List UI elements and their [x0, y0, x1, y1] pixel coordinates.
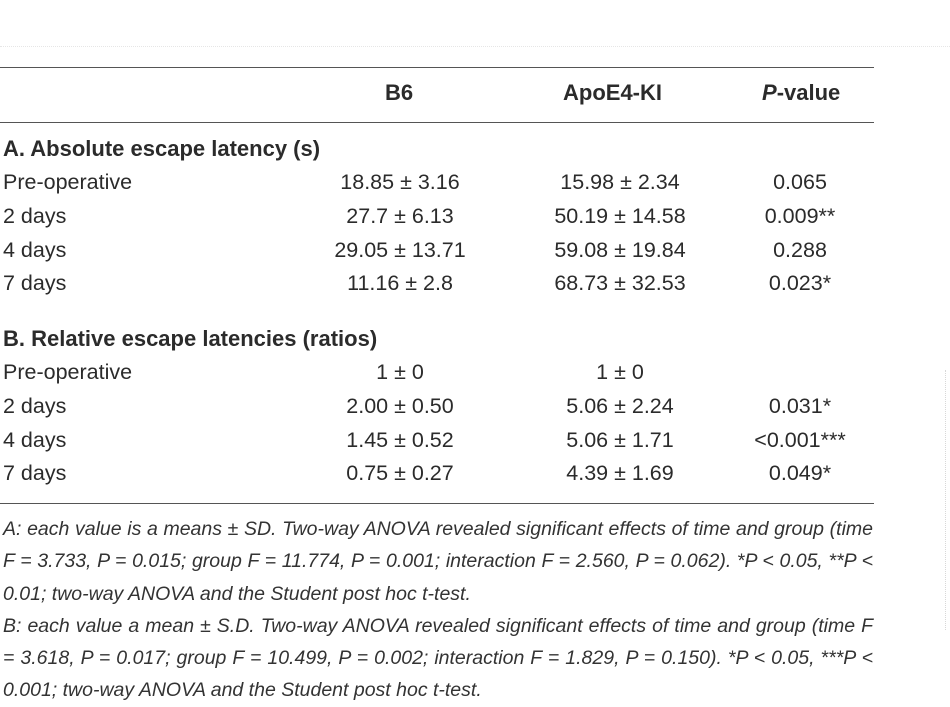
cell-b6: 11.16 ± 2.8 — [347, 271, 453, 295]
column-header-p-value — [762, 80, 840, 106]
table-header-rule — [0, 122, 874, 123]
section-title-b: B. Relative escape latencies (ratios) — [3, 326, 378, 351]
scan-edge-marks — [943, 370, 946, 630]
cell-apoe4-ki: 15.98 ± 2.34 — [560, 170, 680, 194]
column-header-b6: B6 — [385, 80, 414, 105]
cell-b6: 27.7 ± 6.13 — [346, 204, 454, 228]
row-label: Pre-operative — [3, 170, 133, 194]
table-row — [0, 271, 874, 305]
cell-apoe4-ki: 68.73 ± 32.53 — [554, 271, 686, 295]
cell-apoe4-ki: 50.19 ± 14.58 — [554, 204, 686, 228]
cell-apoe4-ki: 1 ± 0 — [596, 360, 644, 384]
cell-p-value: 0.031* — [768, 394, 832, 418]
row-label: 4 days — [3, 428, 67, 452]
row-label: 2 days — [3, 394, 67, 418]
column-header-apoe4-ki: ApoE4-KI — [563, 80, 662, 105]
table-row — [0, 170, 874, 204]
footnote-b: B: each value a mean ± S.D. Two-way ANOVA revealed significant effects of time and group (time F = 3.618, P = 0.017; group F = 10.499, P = 0.002; interaction F = 1.829, P = 0.150). *P < 0.05, ***P < 0.001; two-way ANOVA and the Student post hoc t-test. — [3, 614, 873, 702]
cell-b6: 1.45 ± 0.52 — [346, 428, 454, 452]
footnote-a: A: each value is a means ± SD. Two-way ANOVA revealed significant effects of time and group (time F = 3.733, P = 0.015; group F = 11.774, P = 0.001; interaction F = 2.560, P = 0.062). *P < 0.05, **P < 0.01; two-way ANOVA and the Student post hoc t-test. — [3, 518, 873, 605]
table-row — [0, 394, 874, 428]
table-top-rule — [0, 67, 874, 68]
table-footnote — [3, 513, 873, 707]
table-bottom-rule — [0, 503, 874, 504]
cell-apoe4-ki: 59.08 ± 19.84 — [554, 238, 686, 262]
cell-p-value: <0.001*** — [754, 428, 846, 452]
row-label: 7 days — [3, 271, 67, 295]
cell-b6: 18.85 ± 3.16 — [340, 170, 460, 194]
p-value-suffix: -value — [776, 80, 841, 105]
cell-b6: 1 ± 0 — [376, 360, 424, 384]
table-row — [0, 428, 874, 462]
row-label: Pre-operative — [3, 360, 133, 384]
row-label: 2 days — [3, 204, 67, 228]
cell-p-value: 0.288 — [773, 238, 827, 262]
cell-apoe4-ki: 4.39 ± 1.69 — [566, 461, 674, 485]
p-symbol: P — [762, 80, 777, 105]
cell-p-value: 0.009** — [764, 204, 836, 228]
row-label: 7 days — [3, 461, 67, 485]
cell-apoe4-ki: 5.06 ± 2.24 — [566, 394, 674, 418]
faint-separator — [0, 46, 950, 48]
cell-p-value: 0.049* — [768, 461, 832, 485]
row-label: 4 days — [3, 238, 67, 262]
cell-b6: 0.75 ± 0.27 — [346, 461, 454, 485]
table-row — [0, 238, 874, 272]
cell-p-value: 0.023* — [768, 271, 832, 295]
cell-apoe4-ki: 5.06 ± 1.71 — [566, 428, 674, 452]
cell-b6: 2.00 ± 0.50 — [346, 394, 454, 418]
table-row — [0, 204, 874, 238]
table-row — [0, 461, 874, 495]
section-title-a: A. Absolute escape latency (s) — [3, 136, 321, 161]
cell-p-value: 0.065 — [773, 170, 827, 194]
table-row — [0, 360, 874, 394]
cell-b6: 29.05 ± 13.71 — [334, 238, 466, 262]
